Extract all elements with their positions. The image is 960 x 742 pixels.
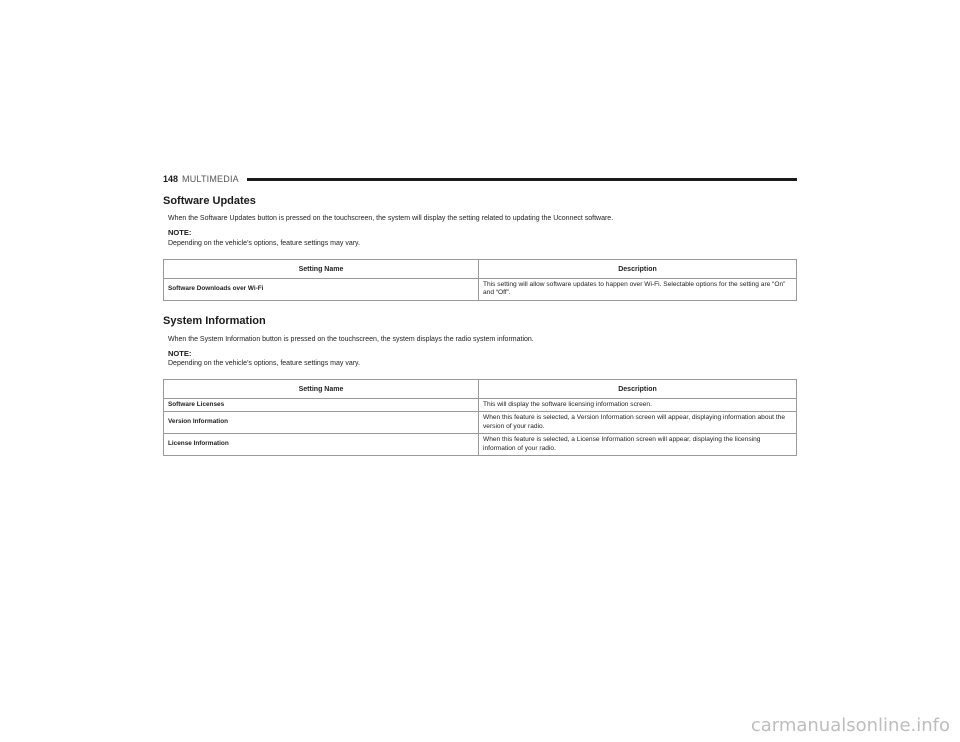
setting-name-cell: Version Information (164, 412, 479, 434)
setting-name-cell: Software Downloads over Wi-Fi (164, 278, 479, 300)
setting-description-cell: This will display the software licensing information screen. (478, 398, 796, 412)
table-row (164, 278, 797, 300)
page-header (163, 172, 797, 186)
column-header-setting-name: Setting Name (164, 260, 479, 279)
software-updates-heading: Software Updates (163, 195, 256, 207)
section-label: MULTIMEDIA (182, 174, 239, 184)
system-information-note-text: Depending on the vehicle’s options, feature settings may vary. (168, 360, 360, 367)
system-information-note-label: NOTE: (168, 349, 192, 358)
setting-description-cell: When this feature is selected, a Version Information screen will appear, displaying information about the version of your radio. (478, 412, 796, 434)
page-number: 148 (163, 174, 179, 184)
table-header-row (164, 260, 797, 279)
system-information-intro: When the System Information button is pressed on the touchscreen, the system displays the radio system information. (168, 336, 534, 343)
software-updates-note-label: NOTE: (168, 228, 192, 237)
column-header-setting-name: Setting Name (164, 380, 479, 399)
header-rule (247, 178, 797, 181)
table-row (164, 412, 797, 434)
setting-name-cell: License Information (164, 434, 479, 456)
column-header-description: Description (478, 380, 796, 399)
table-row (164, 398, 797, 412)
software-updates-note-text: Depending on the vehicle’s options, feature settings may vary. (168, 240, 360, 247)
setting-description-cell: When this feature is selected, a License Information screen will appear, displaying the licensing information of your radio. (478, 434, 796, 456)
column-header-description: Description (478, 260, 796, 279)
setting-name-cell: Software Licenses (164, 398, 479, 412)
watermark-text: carmanualsonline.info (750, 715, 950, 736)
table-row (164, 434, 797, 456)
setting-description-cell: This setting will allow software updates to happen over Wi-Fi. Selectable options for the setting are “On” and “Off”. (478, 278, 796, 300)
system-information-heading: System Information (163, 315, 266, 327)
table-header-row (164, 380, 797, 399)
system-information-table (163, 379, 797, 456)
software-updates-table (163, 259, 797, 301)
software-updates-intro: When the Software Updates button is pressed on the touchscreen, the system will display the setting related to updating the Uconnect software. (168, 215, 614, 222)
